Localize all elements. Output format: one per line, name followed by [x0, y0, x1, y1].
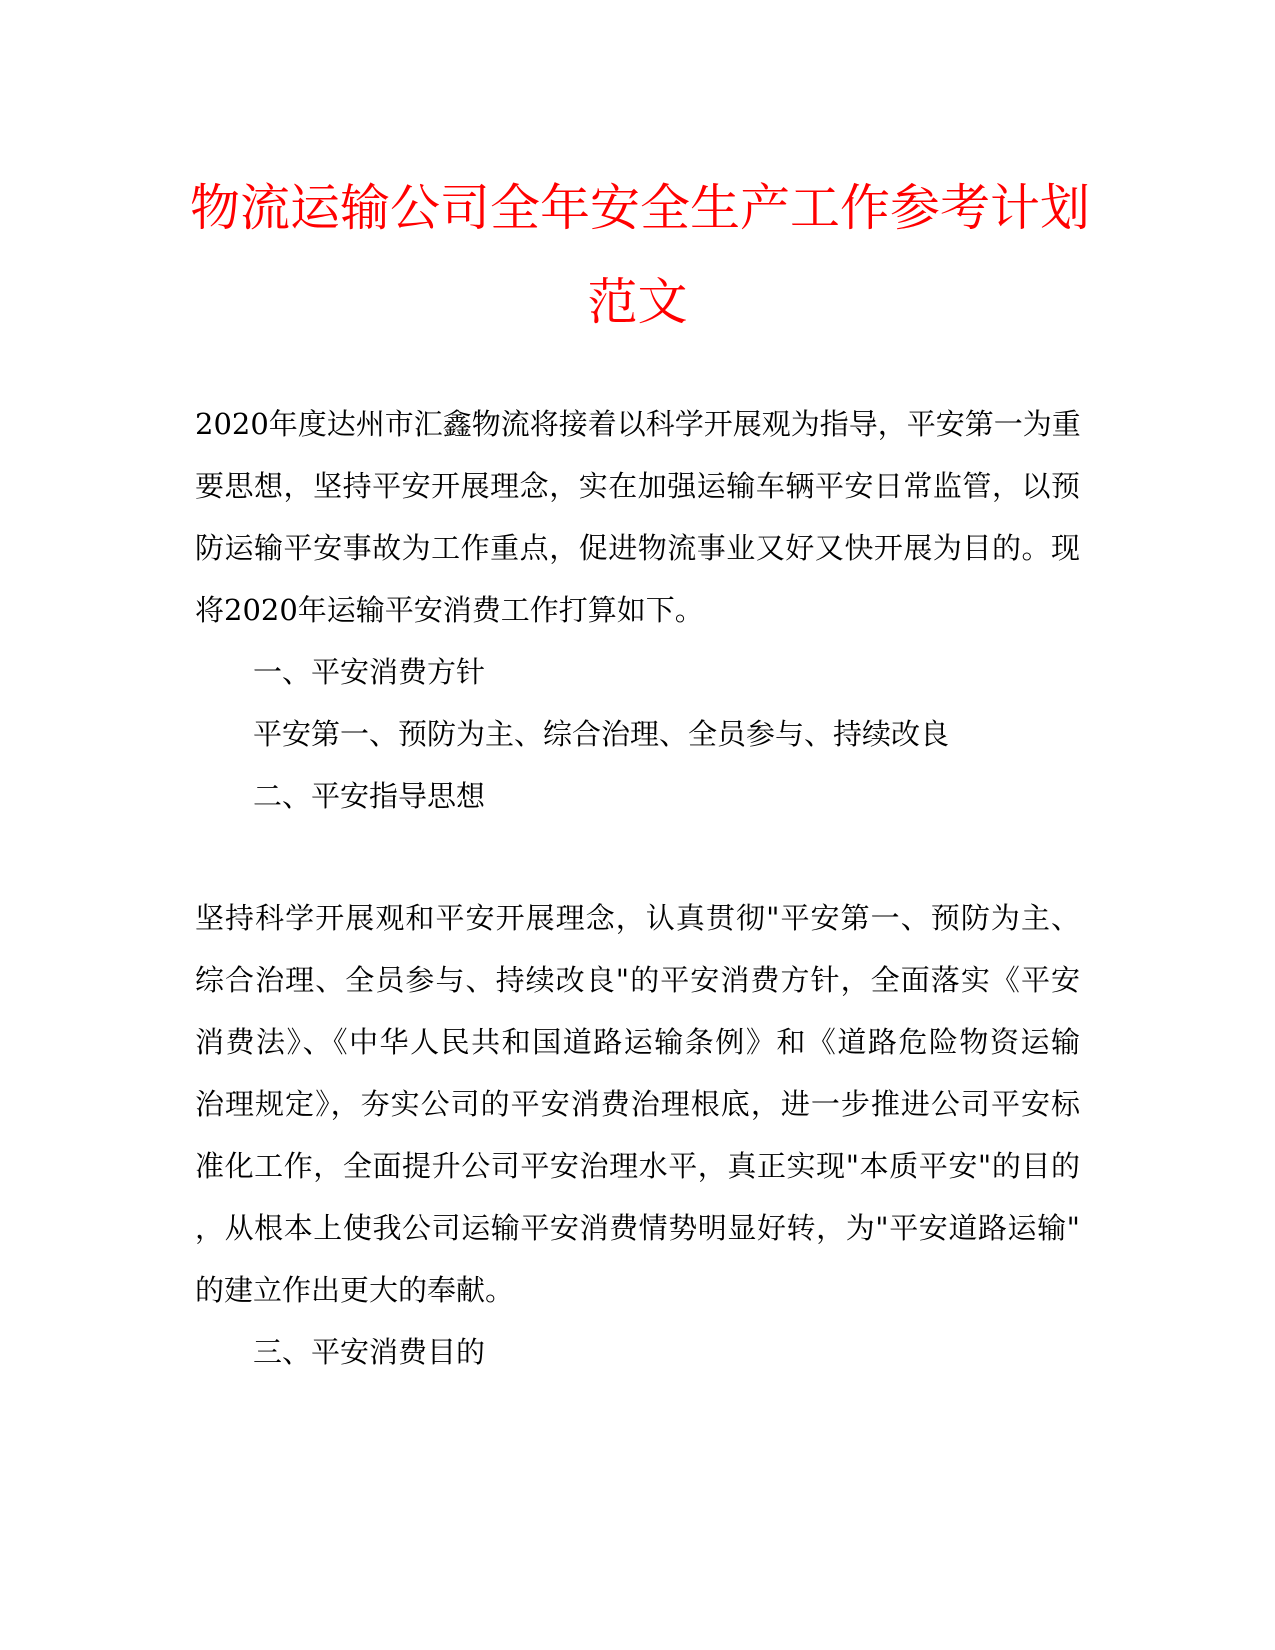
section-2-line-2: 综合治理、全员参与、持续改良"的平安消费方针，全面落实《平安 [195, 963, 1080, 997]
section-2-line-3: 消费法》、《中华人民共和国道路运输条例》和《道路危险物资运输 [195, 1025, 1080, 1059]
section-2-line-6: ，从根本上使我公司运输平安消费情势明显好转，为"平安道路运输" [195, 1211, 1080, 1245]
section-2-line-7: 的建立作出更大的奉献。 [195, 1273, 515, 1307]
section-1-text: 平安第一、预防为主、综合治理、全员参与、持续改良 [253, 717, 950, 751]
section-2-line-4: 治理规定》，夯实公司的平安消费治理根底，进一步推进公司平安标 [195, 1087, 1080, 1121]
section-2-line-5: 准化工作，全面提升公司平安治理水平，真正实现"本质平安"的目的 [195, 1149, 1080, 1183]
section-3-heading: 三、平安消费目的 [253, 1335, 486, 1369]
document-title-line-2: 范文 [587, 273, 688, 331]
intro-line-1: 2020年度达州市汇鑫物流将接着以科学开展观为指导，平安第一为重 [195, 407, 1081, 441]
section-1-heading: 一、平安消费方针 [253, 655, 486, 689]
section-2-heading: 二、平安指导思想 [253, 779, 486, 813]
intro-line-4: 将2020年运输平安消费工作打算如下。 [195, 593, 704, 627]
intro-line-2: 要思想，坚持平安开展理念，实在加强运输车辆平安日常监管，以预 [195, 469, 1080, 503]
document-title-line-1: 物流运输公司全年安全生产工作参考计划 [190, 179, 1090, 237]
intro-line-3: 防运输平安事故为工作重点，促进物流事业又好又快开展为目的。现 [195, 531, 1080, 565]
section-2-line-1: 坚持科学开展观和平安开展理念，认真贯彻"平安第一、预防为主、 [195, 901, 1080, 935]
